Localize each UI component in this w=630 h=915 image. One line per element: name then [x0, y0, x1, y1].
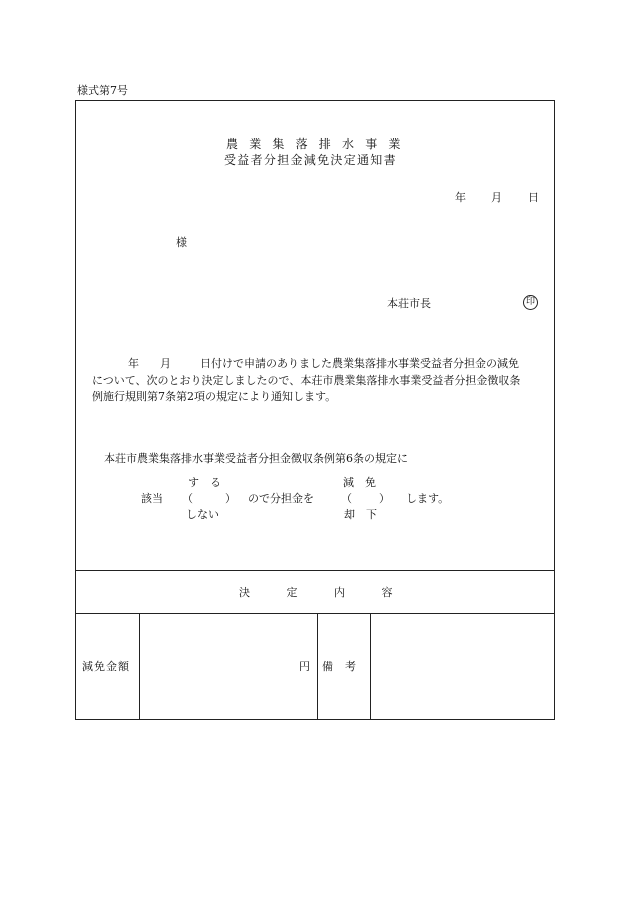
section-divider-bottom	[75, 613, 555, 614]
date-month-label: 月	[491, 191, 502, 204]
option-paren-close-1: ）	[225, 492, 236, 505]
option-kyakka: 却 下	[344, 508, 377, 521]
document-title-line-2: 受益者分担金減免決定通知書	[224, 153, 397, 167]
table-column-divider-2	[317, 613, 318, 720]
body-month-label: 月	[160, 357, 171, 370]
option-paren-open-1: （	[182, 492, 193, 505]
option-shimasu: します。	[406, 492, 450, 505]
body-text-line-1: 日付けで申請のありました農業集落排水事業受益者分担金の減免	[200, 357, 519, 370]
option-paren-close-2: ）	[379, 492, 390, 505]
yen-unit-label: 円	[299, 660, 310, 673]
sender-name: 本荘市長	[387, 297, 431, 310]
table-column-divider-3	[370, 613, 371, 720]
remarks-label: 備考	[322, 660, 368, 673]
body-text-line-3: 例施行規則第7条第2項の規定により通知します。	[92, 390, 337, 403]
document-title-line-1: 農業集落排水事業	[226, 137, 412, 151]
section-divider-top	[75, 570, 555, 571]
seal-mark-icon: 印	[523, 295, 538, 310]
section-title: 決 定 内 容	[239, 586, 393, 599]
body-year-label: 年	[128, 357, 139, 370]
amount-label: 減免金額	[82, 660, 130, 673]
date-day-label: 日	[528, 191, 539, 204]
form-number-label: 様式第7号	[77, 84, 128, 97]
option-gaitou: 該当	[141, 492, 163, 505]
option-paren-open-2: （	[341, 492, 352, 505]
table-column-divider-1	[139, 613, 140, 720]
date-year-label: 年	[455, 191, 466, 204]
addressee-honorific: 様	[176, 236, 187, 249]
option-futan-text: ので分担金を	[248, 492, 314, 505]
option-genmen: 減 免	[343, 476, 376, 489]
rule-reference-text: 本荘市農業集落排水事業受益者分担金徴収条例第6条の規定に	[104, 452, 408, 465]
option-suru: す る	[188, 476, 221, 489]
body-text-line-2: について、次のとおり決定しましたので、本荘市農業集落排水事業受益者分担金徴収条	[92, 374, 521, 387]
form-frame	[75, 100, 555, 720]
option-shinai: しない	[186, 508, 219, 521]
